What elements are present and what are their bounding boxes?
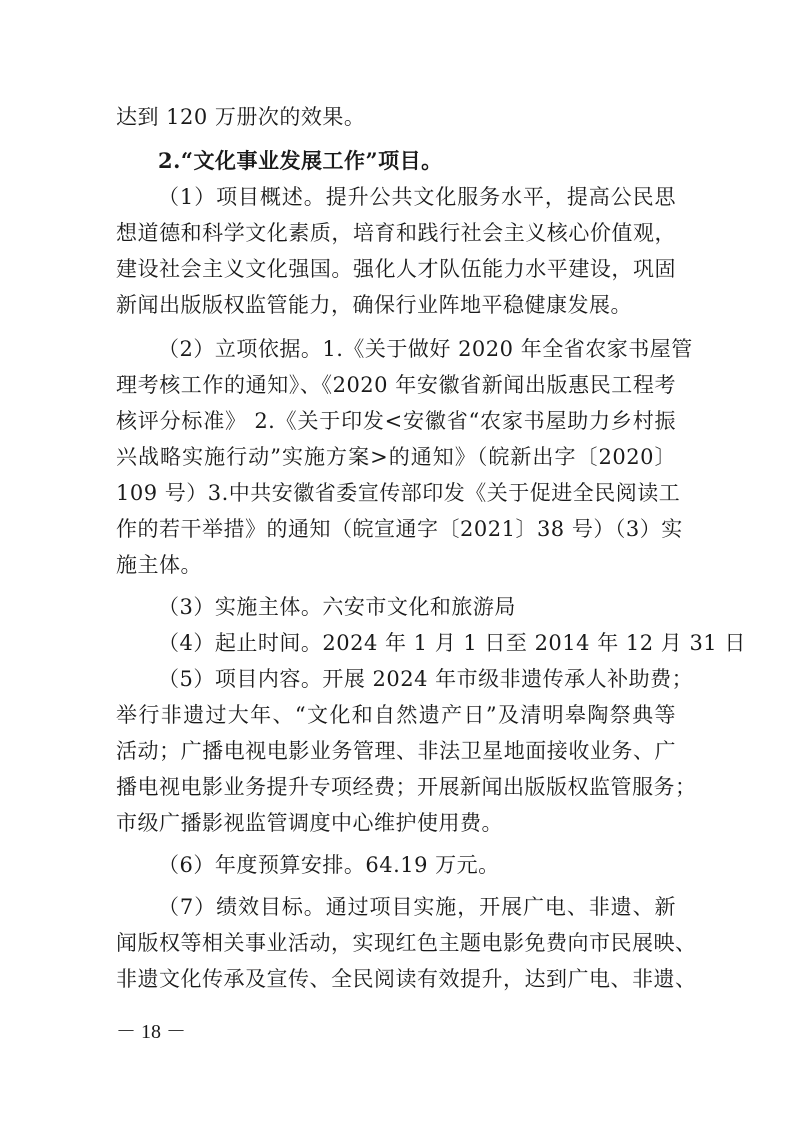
text-line: 建设社会主义文化强国。强化人才队伍能力水平建设，巩固 <box>116 257 676 281</box>
text-line: （7）绩效目标。通过项目实施，开展广电、非遗、新 <box>158 895 676 919</box>
text-line: 播电视电影业务提升专项经费；开展新闻出版版权监管服务； <box>116 775 697 799</box>
text-line: 闻版权等相关事业活动，实现红色主题电影免费向市民展映、 <box>116 931 697 955</box>
text-line: 理考核工作的通知》、《2020 年安徽省新闻出版惠民工程考 <box>116 373 676 397</box>
text-line: 施主体。 <box>116 553 202 577</box>
text-line: 非遗文化传承及宣传、全民阅读有效提升，达到广电、非遗、 <box>116 967 697 991</box>
text-line: （5）项目内容。开展 2024 年市级非遗传承人补助费； <box>158 667 694 691</box>
text-line: 达到 120 万册次的效果。 <box>116 105 366 129</box>
section-heading: 2.“文化事业发展工作”项目。 <box>158 148 443 173</box>
text-line: 举行非遗过大年、“文化和自然遗产日”及清明皋陶祭典等 <box>116 703 676 727</box>
text-line: （1）项目概述。提升公共文化服务水平，提高公民思 <box>158 185 676 209</box>
text-line: （4）起止时间。2024 年 1 月 1 日至 2014 年 12 月 31 日 <box>158 631 746 655</box>
text-line: 想道德和科学文化素质，培育和践行社会主义核心价值观， <box>116 221 676 245</box>
text-line: 活动；广播电视电影业务管理、非法卫星地面接收业务、广 <box>116 739 676 763</box>
text-line: （2）立项依据。1.《关于做好 2020 年全省农家书屋管 <box>158 337 693 361</box>
text-line: （3）实施主体。六安市文化和旅游局 <box>158 595 516 619</box>
page-number: － 18 － <box>116 1021 186 1043</box>
text-line: 兴战略实施行动”实施方案>的通知》（皖新出字〔2020〕 <box>116 445 676 469</box>
text-line: 新闻出版版权监管能力，确保行业阵地平稳健康发展。 <box>116 293 632 317</box>
text-line: 市级广播影视监管调度中心维护使用费。 <box>116 811 503 835</box>
text-line: 核评分标准》 2.《关于印发<安徽省“农家书屋助力乡村振 <box>116 409 676 433</box>
text-line: 作的若干举措》的通知（皖宣通字〔2021〕38 号）（3）实 <box>116 517 683 541</box>
text-line: 109 号）3.中共安徽省委宣传部印发《关于促进全民阅读工 <box>116 481 681 505</box>
text-line: （6）年度预算安排。64.19 万元。 <box>158 853 500 877</box>
